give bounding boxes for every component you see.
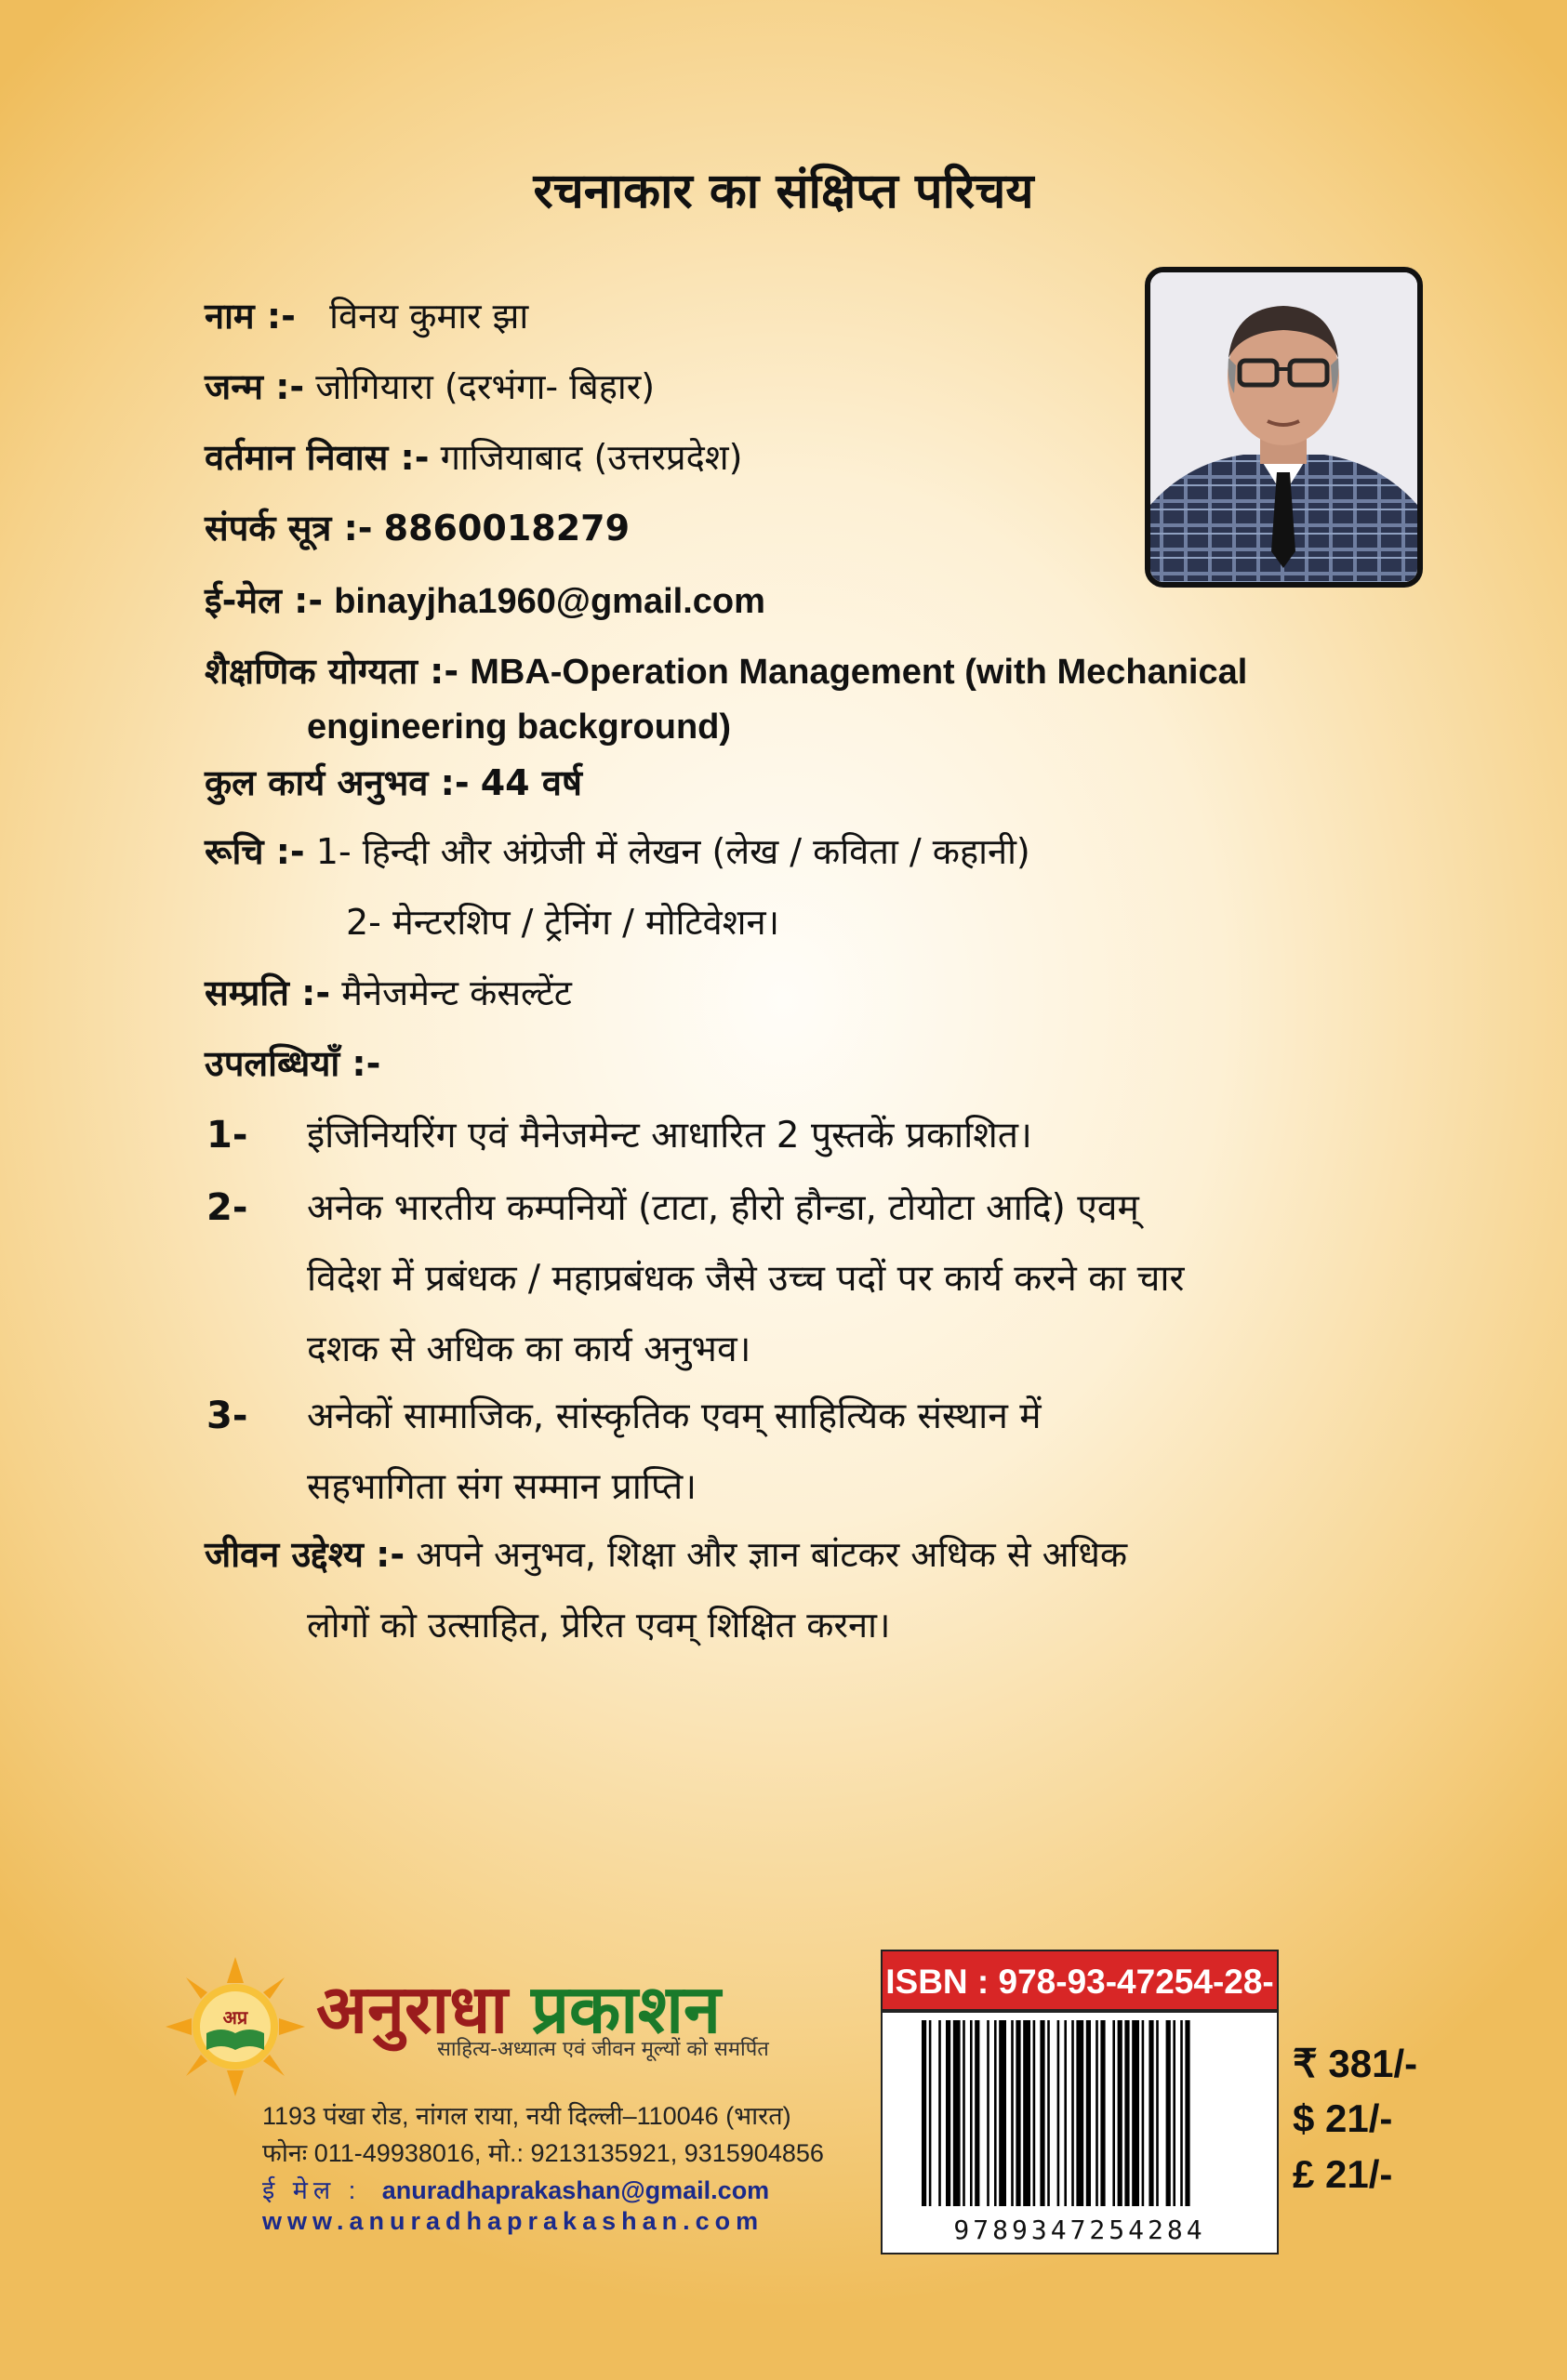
residence-row [205, 437, 742, 480]
publisher-address: 1193 पंखा रोड, नांगल राया, नयी दिल्ली–110046 (भारत) [262, 2102, 791, 2130]
birth-value: जोगियारा (दरभंगा- बिहार) [315, 366, 656, 407]
achievement-2-number: 2- [206, 1186, 248, 1229]
barcode-bar [1100, 2020, 1105, 2206]
achievement-2-text [307, 1173, 1362, 1385]
achievement-1-text [307, 1101, 1362, 1171]
barcode-bar [1149, 2020, 1153, 2206]
goal-label: जीवन उद्देश्य :- [205, 1534, 405, 1575]
education-label: शैक्षणिक योग्यता :- [205, 651, 459, 692]
barcode-bar [1124, 2020, 1129, 2206]
barcode-bar [1156, 2020, 1159, 2206]
contact-row [205, 508, 630, 550]
barcode-bar [922, 2020, 926, 2206]
isbn-label: ISBN : 978-93-47254-28- [881, 1950, 1279, 2011]
price-usd: $ 21/- [1293, 2096, 1393, 2140]
achievement-2-line-1: अनेक भारतीय कम्पनियों (टाटा, हीरो हौन्डा, टोयोटा आदि) एवम् [307, 1187, 1139, 1229]
interest-label: रूचि :- [205, 831, 305, 872]
barcode-bar [1011, 2020, 1014, 2206]
barcode-bar [953, 2020, 961, 2206]
barcode-bar [987, 2020, 989, 2206]
page-title: रचनाकार का संक्षिप्त परिचय [533, 164, 1034, 219]
contact-label: संपर्क सूत्र :- [205, 508, 373, 549]
publisher-email-label: ई मेल : [262, 2176, 362, 2204]
barcode [881, 2011, 1279, 2254]
email-row [205, 580, 765, 624]
education-value-2: engineering background) [307, 707, 732, 747]
name-value: विनय कुमार झा [329, 296, 529, 337]
sun-book-icon [166, 1957, 305, 2096]
barcode-bar [1185, 2020, 1189, 2206]
barcode-bar [1016, 2020, 1020, 2206]
education-row [205, 651, 1247, 694]
current-label: सम्प्रति :- [205, 972, 331, 1013]
barcode-bar [1180, 2020, 1183, 2206]
barcode-bar [1096, 2020, 1098, 2206]
interest-row [205, 831, 1030, 874]
barcode-bar [975, 2020, 979, 2206]
interest-1: 1- हिन्दी और अंग्रेजी में लेखन (लेख / कविता / कहानी) [315, 831, 1030, 872]
author-portrait-icon [1150, 272, 1417, 582]
publisher-email-row [262, 2172, 769, 2206]
achievement-3-line-1: अनेकों सामाजिक, सांस्कृतिक एवम् साहित्यिक संस्थान में [307, 1395, 1042, 1437]
achievement-2-line-2: विदेश में प्रबंधक / महाप्रबंधक जैसे उच्च पदों पर कार्य करने का चार [307, 1258, 1185, 1300]
price-inr: ₹ 381/- [1293, 2042, 1418, 2085]
barcode-digits: 9789347254284 [953, 2215, 1206, 2245]
barcode-bar [1086, 2020, 1091, 2206]
publisher-tagline: साहित्य-अध्यात्म एवं जीवन मूल्यों को समर्पित [437, 2038, 769, 2061]
publisher-email: anuradhaprakashan@gmail.com [381, 2176, 770, 2204]
author-photo [1145, 267, 1423, 588]
goal-row [205, 1534, 1127, 1577]
barcode-bar [1166, 2020, 1171, 2206]
birth-label: जन्म :- [205, 366, 305, 407]
barcode-bar [1132, 2020, 1139, 2206]
achievement-3-number: 3- [206, 1395, 248, 1437]
name-label: नाम :- [205, 296, 296, 337]
achievement-3-line-2: सहभागिता संग सम्मान प्राप्ति। [307, 1466, 697, 1508]
barcode-bar [994, 2020, 997, 2206]
barcode-bar [946, 2020, 950, 2206]
interest-2: 2- मेन्टरशिप / ट्रेनिंग / मोटिवेशन। [346, 902, 780, 943]
contact-value: 8860018279 [383, 508, 631, 549]
birth-row [205, 366, 655, 409]
publisher-name-part2: प्रकाशन [531, 1970, 721, 2048]
barcode-bar [1076, 2020, 1083, 2206]
barcode-bar [1071, 2020, 1074, 2206]
barcode-bar [1064, 2020, 1067, 2206]
goal-value-1: अपने अनुभव, शिक्षा और ज्ञान बांटकर अधिक से अधिक [416, 1534, 1128, 1575]
barcode-bar [963, 2020, 965, 2206]
achievement-1-line-1: इंजिनियरिंग एवं मैनेजमेन्ट आधारित 2 पुस्तकें प्रकाशित। [307, 1115, 1032, 1157]
publisher-phone: फोनः 011-49938016, मो.: 9213135921, 9315904856 [262, 2139, 824, 2167]
residence-value: गाजियाबाद (उत्तरप्रदेश) [440, 437, 743, 478]
achievement-1-number: 1- [206, 1114, 248, 1157]
barcode-bar [1033, 2020, 1036, 2206]
experience-value: 44 वर्ष [480, 762, 582, 803]
publisher-name-part1: अनुराधा [316, 1970, 508, 2048]
barcode-bar [929, 2020, 932, 2206]
achievement-3-text [307, 1382, 1362, 1523]
barcode-bar [1023, 2020, 1030, 2206]
barcode-bar [970, 2020, 973, 2206]
email-label: ई-मेल :- [205, 580, 324, 621]
barcode-bar [1040, 2020, 1044, 2206]
logo-text: अप्र [222, 2006, 248, 2029]
barcode-bar [1118, 2020, 1122, 2206]
barcode-bar [938, 2020, 941, 2206]
current-row [205, 972, 572, 1015]
barcode-bar [1142, 2020, 1145, 2206]
barcode-bar [999, 2020, 1006, 2206]
goal-value-2: लोगों को उत्साहित, प्रेरित एवम् शिक्षित करना। [307, 1605, 891, 1646]
current-value: मैनेजमेन्ट कंसल्टेंट [341, 972, 572, 1013]
publisher-website: www.anuradhaprakashan.com [262, 2207, 764, 2235]
barcode-icon [883, 2020, 1277, 2220]
barcode-bar [1057, 2020, 1060, 2206]
name-row [205, 296, 528, 338]
publisher-logo [166, 1957, 305, 2096]
experience-label: कुल कार्य अनुभव :- [205, 762, 470, 803]
barcode-bar [1047, 2020, 1050, 2206]
email-value: binayjha1960@gmail.com [334, 582, 765, 621]
barcode-bar [1112, 2020, 1115, 2206]
price-gbp: £ 21/- [1293, 2152, 1393, 2196]
achievements-label: उपलब्धियाँ :- [205, 1043, 381, 1084]
education-value-1: MBA-Operation Management (with Mechanical [470, 653, 1248, 692]
experience-row [205, 762, 582, 805]
residence-label: वर्तमान निवास :- [205, 437, 430, 478]
barcode-bar [1173, 2020, 1175, 2206]
achievement-2-line-3: दशक से अधिक का कार्य अनुभव। [307, 1329, 751, 1370]
